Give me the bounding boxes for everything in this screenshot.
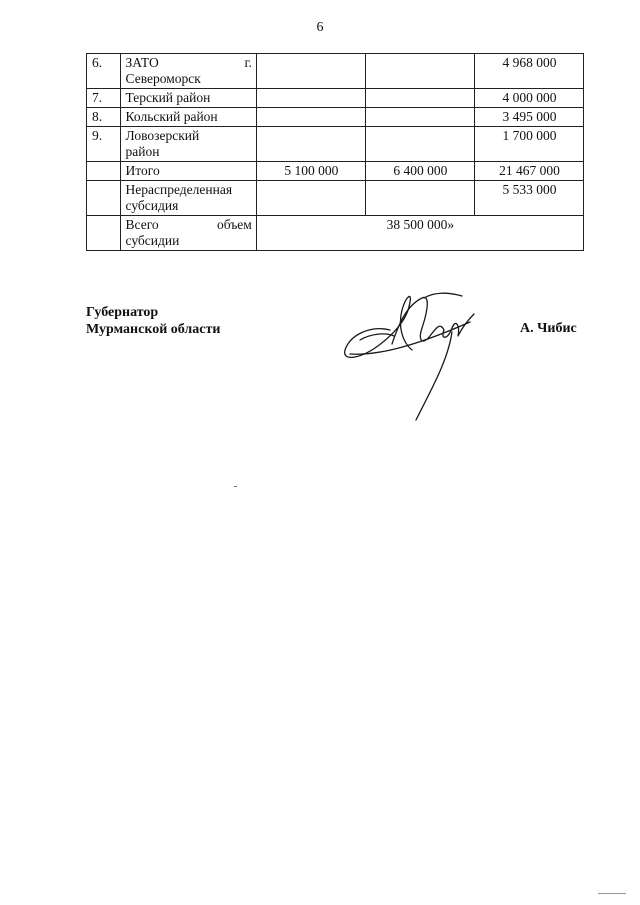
row-name-line2: субсидии xyxy=(125,233,180,248)
value-cell-2: 6 400 000 xyxy=(365,162,474,181)
value-cell-1 xyxy=(256,89,365,108)
value-cell-3: 1 700 000 xyxy=(474,127,583,162)
scan-mark xyxy=(234,486,237,487)
row-number-cell: 8. xyxy=(87,108,121,127)
signer-name: А. Чибис xyxy=(520,321,577,336)
grand-total-cell: 38 500 000» xyxy=(256,216,583,251)
row-name-line2: Североморск xyxy=(125,71,201,86)
row-name-line1: Итого xyxy=(125,163,160,178)
value-cell-2 xyxy=(365,108,474,127)
table-row xyxy=(87,89,584,108)
governor-title xyxy=(86,304,220,338)
row-number-cell: 6. xyxy=(87,54,121,89)
handwritten-signature xyxy=(330,270,510,430)
page-number: 6 xyxy=(316,20,324,35)
table-row xyxy=(87,181,584,216)
value-cell-1 xyxy=(256,54,365,89)
value-cell-3: 4 000 000 xyxy=(474,89,583,108)
row-name-cell xyxy=(120,181,256,216)
row-name-cell xyxy=(120,54,256,89)
table-row xyxy=(87,54,584,89)
table-row-total xyxy=(87,216,584,251)
row-name-cell xyxy=(120,216,256,251)
corner-mark xyxy=(598,893,626,894)
value-cell-2 xyxy=(365,54,474,89)
governor-title-line2: Мурманской области xyxy=(86,322,221,337)
row-number-cell: 9. xyxy=(87,127,121,162)
governor-title-line1: Губернатор xyxy=(86,305,159,320)
value-cell-3: 5 533 000 xyxy=(474,181,583,216)
row-name-cell xyxy=(120,108,256,127)
value-cell-3: 21 467 000 xyxy=(474,162,583,181)
value-cell-1 xyxy=(256,127,365,162)
row-number-cell: 7. xyxy=(87,89,121,108)
table-row xyxy=(87,162,584,181)
value-cell-2 xyxy=(365,127,474,162)
row-name-line1: Всего объем xyxy=(125,217,252,232)
row-name-line1: Ловозерский xyxy=(125,128,200,143)
row-name-cell xyxy=(120,89,256,108)
row-name-line2: субсидия xyxy=(125,198,179,213)
table-row xyxy=(87,127,584,162)
row-name-line2: район xyxy=(125,144,160,159)
value-cell-2 xyxy=(365,181,474,216)
row-name-line1: ЗАТО г. xyxy=(125,55,252,70)
value-cell-3: 4 968 000 xyxy=(474,54,583,89)
value-cell-2 xyxy=(365,89,474,108)
row-name-cell xyxy=(120,162,256,181)
subsidy-table xyxy=(86,53,584,251)
row-number-cell xyxy=(87,216,121,251)
row-name-cell xyxy=(120,127,256,162)
value-cell-1 xyxy=(256,108,365,127)
value-cell-3: 3 495 000 xyxy=(474,108,583,127)
row-name-line1: Терский район xyxy=(125,90,211,105)
value-cell-1: 5 100 000 xyxy=(256,162,365,181)
value-cell-1 xyxy=(256,181,365,216)
row-name-line1: Кольский район xyxy=(125,109,218,124)
table-row xyxy=(87,108,584,127)
row-number-cell xyxy=(87,181,121,216)
row-number-cell xyxy=(87,162,121,181)
row-name-line1: Нераспределенная xyxy=(125,182,233,197)
